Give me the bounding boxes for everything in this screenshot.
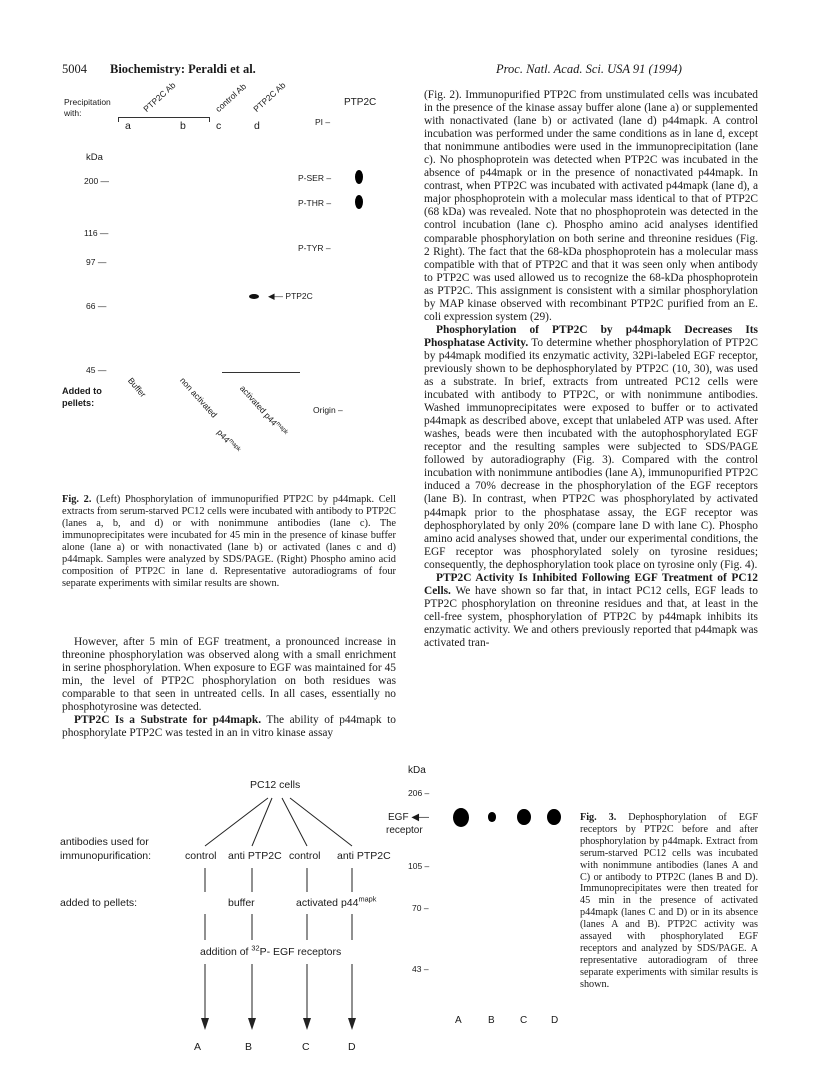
buffer-label: buffer [228,897,255,909]
nonactivated-label: non activated [178,375,220,420]
paragraph: However, after 5 min of EGF treatment, a pronounced increase in threonine phosphorylation was observed along with a small enrichment in serine phosphorylation. When exposure to EGF was maintained for 45 min, the level of PTP2C phosphorylation on both residues was comparable to that seen in untreated cells. In all cases, essentially no phosphotyrosine was detected. [62,636,396,714]
flow-lane-a: A [194,1041,202,1053]
right-panel-title: PTP2C [344,97,377,108]
figure-2-caption: Fig. 2. (Left) Phosphorylation of immunopurified PTP2C by p44mapk. Cell extracts from serum-starved PC12 cells were incubated with antibody to PTP2C (lanes a, b, and d) or with nonimmune antibodies (lane c). The immunoprecipitates were incubated for 45 min in the presence of kinase buffer alone (lane a) or with nonactivated (lane b) or activated (lanes c and d) p44mapk. Samples were analyzed by SDS/PAGE. (Right) Phospho amino acid composition of PTP2C in lane d. Representative autoradiograms of four separate experiments with similar results are shown. [62,494,397,589]
gel-lane-c: C [520,1015,528,1026]
running-title: Biochemistry: Peraldi et al. [110,62,256,76]
lane-label-a: a [125,120,131,132]
precipitation-label: Precipitation [64,97,111,107]
paragraph: PTP2C Is a Substrate for p44mapk. The ability of p44mapk to phosphorylate PTP2C was tested in an in vitro kinase assay [62,714,396,740]
addition-label: addition of $^{32}$P- EGF receptors [200,943,342,958]
pi-label: PI – [315,117,331,127]
journal-citation: Proc. Natl. Acad. Sci. USA 91 (1994) [496,62,682,76]
marker-97: 97 — [86,257,107,267]
activated-label: activated $p44^{mapk}$ [238,383,289,436]
pellets-label: pellets: [62,398,95,408]
added-to-pellets-label: added to pellets: [60,897,138,909]
flow-lane-c: C [302,1041,310,1053]
ab-label-ptp2c-2: PTP2C Ab [251,80,288,114]
marker-66: 66 — [86,301,107,311]
precipitation-label-2: with: [64,108,82,118]
paragraph: PTP2C Activity Is Inhibited Following EGF Treatment of PC12 Cells. We have shown so far that, in intact PC12 cells, EGF leads to PTP2C phosphorylation on threonine residues and that, at least in the cell-free system, phosphorylation of PTP2C by p44mapk inhibits its enzymatic activity. We and others previously reported that p44mapk was activated tran- [424,571,758,649]
egf-label: EGF ◀— [388,812,430,823]
marker-200: 200 — [84,176,110,186]
anti-ptp2c-label-1: anti PTP2C [228,850,282,862]
paragraph: (Fig. 2). Immunopurified PTP2C from unstimulated cells was incubated in the presence of the kinase assay buffer alone (lane a) or supplemented with nonactivated (lane b) or activated (lane d) p44mapk. A control incubation was performed under the same conditions as in lane d, except that nonimmune antibodies were used in the immunoprecipitation (lane c). No phosphoprotein was detected when PTP2C was incubated in the absence of p44mapk or in the presence of nonactivated p44mapk. In contrast, when PTP2C was incubated with activated p44mapk (lane d), a major phosphoprotein with a molecular mass identical to that of PTP2C (68 kDa) was revealed. Note that no phosphoprotein was detected in the control incubation (lane c). Phospho amino acid analyses identified comparable phosphorylation on both serine and threonine residues (Fig. 2 Right). The fact that the 68-kDa phosphoprotein has a molecular mass compatible with that of PTP2C and that it was seen only when antibody to PTP2C was used allowed us to recognize the 68-kDa phosphoprotein as PTP2C. This assignment is consistent with a similar phosphorylation by MAP kinase observed with recombinant PTP2C purified from an E. coli expression system (29). [424,89,758,323]
antibodies-label: antibodies used for [60,836,149,848]
egf-receptor-band [517,809,531,825]
marker-105: 105 – [408,861,430,871]
marker-45: 45 — [86,365,107,375]
control-label-1: control [185,850,217,862]
figure-3-caption: Fig. 3. Dephosphorylation of EGF receptors by PTP2C before and after phosphorylation by p44mapk. Extract from serum-starved PC12 cells was incubated with nonimmune antibodies (lanes A and C) or antibody to PTP2C (lanes B and D). Immunoprecipitates were then treated for 45 min in the presence of activated p44mapk (lanes C and D) or in its absence (lanes A and B). PTP2C activity was assayed with phosphorylated EGF receptors and analyzed by SDS/PAGE. A representative autoradiogram of three separate experiments with similar results is shown. [580,812,759,990]
lane-label-d: d [254,120,260,132]
control-label-2: control [289,850,321,862]
kda-label: kDa [86,152,103,163]
marker-206: 206 – [408,788,430,798]
ab-label-ptp2c-1: PTP2C Ab [141,80,178,114]
nonactivated-label-2: $p44^{mapk}$ [215,427,242,453]
marker-43: 43 – [412,964,429,974]
egf-receptor-band [453,808,469,827]
pc12-cells-label: PC12 cells [250,779,301,791]
marker-116: 116 — [84,228,109,238]
gel-lane-b: B [488,1015,495,1026]
ptp2c-band-label: ◀— PTP2C [268,291,313,301]
egf-receptor-band [488,812,496,821]
pser-label: P-SER – [298,173,332,183]
paragraph: Phosphorylation of PTP2C by p44mapk Decreases Its Phosphatase Activity. To determine whether phosphorylation of PTP2C by p44mapk modified its enzymatic activity, 32Pi-labeled EGF receptor, previously shown to be dephosphorylated by PTP2C (10, 30), was used as a substrate. In brief, extracts from untreated PC12 cells were incubated with antibody to PTP2C, or with nonimmune antibodies. Washed immunoprecipitates were exposed to buffer or to activated p44mapk as described above, except that unlabeled ATP was used. After washes, beads were then incubated with the autophosphorylated EGF receptor and the resulting samples were subjected to SDS/PAGE followed by autoradiography (Fig. 3). Compared with the control incubation with nonimmune antibodies (lane A), immunopurified PTP2C induced a 70% decrease in the phosphorylation of the EGF receptors (lane B). In contrast, when PTP2C was phosphorylated by activated p44mapk prior to the phosphatase assay, the EGF receptor was dephosphorylated by only 20% (compare lane D with lane C). Phospho amino acid analyses showed that, under our experimental conditions, the EGF receptor was phosphorylated solely on tyrosine residues; consequently, the dephosphorylation took place on tyrosine only (Fig. 4). [424,323,758,571]
egf-receptor-band [547,809,561,825]
ptyr-label: P-TYR – [298,243,331,253]
gel-lane-a: A [455,1015,462,1026]
receptor-label: receptor [386,825,423,836]
added-to-label: Added to [62,386,102,396]
origin-label: Origin – [313,405,343,415]
pthr-label: P-THR – [298,198,332,208]
marker-70: 70 – [412,903,429,913]
lane-label-c: c [216,120,222,132]
flow-lane-b: B [245,1041,253,1053]
lane-label-b: b [180,120,186,132]
immunopurification-label: immunopurification: [60,850,152,862]
gel-lane-d: D [551,1015,559,1026]
ab-label-control: control Ab [213,81,249,114]
page-number: 5004 [62,62,87,76]
buffer-label: Buffer [126,375,149,400]
activated-p44-label: activated $p44^{mapk}$ [296,894,377,909]
anti-ptp2c-label-2: anti PTP2C [337,850,391,862]
flow-lane-d: D [348,1041,356,1053]
kda-label: kDa [408,765,426,776]
